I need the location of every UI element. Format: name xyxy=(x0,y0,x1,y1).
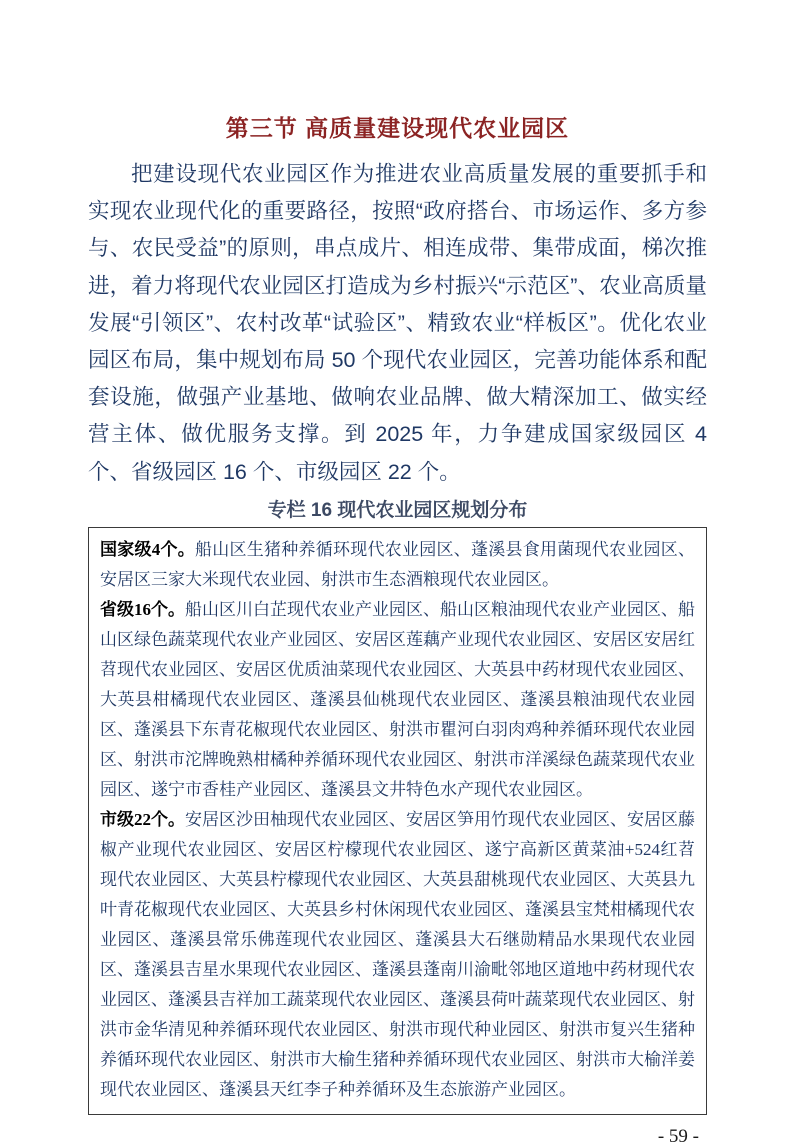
page-number: - 59 - xyxy=(657,1125,699,1147)
panel-title: 专栏 16 现代农业园区规划分布 xyxy=(267,499,528,521)
panel-entry-provincial-text: 船山区川白芷现代农业产业园区、船山区粮油现代农业产业园区、船山区绿色蔬菜现代农业产业园区、安居区莲藕产业现代农业园区、安居区安居红苕现代农业园区、安居区优质油菜现代农业园区、大英县中药材现代农业园区、大英县柑橘现代农业园区、蓬溪县仙桃现代农业园区、蓬溪县粮油现代农业园区、蓬溪县下东青花椒现代农业园区、射洪市瞿河白羽肉鸡种养循环现代农业园区、射洪市沱牌晚熟柑橘种养循环现代农业园区、射洪市洋溪绿色蔬菜现代农业园区、遂宁市香桂产业园区、蓬溪县文井特色水产现代农业园区。 xyxy=(100,599,695,799)
panel-entry-provincial xyxy=(100,595,695,805)
panel-entry-municipal xyxy=(100,805,695,1105)
document-page xyxy=(88,0,707,1148)
section-body-paragraph: 把建设现代农业园区作为推进农业高质量发展的重要抓手和实现农业现代化的重要路径，按照“政府搭台、市场运作、多方参与、农民受益”的原则，串点成片、相连成带、集带成面，梯次推进，着力将现代农业园区打造成为乡村振兴“示范区”、农业高质量发展“引领区”、农村改革“试验区”、精致农业“样板区”。优化农业园区布局，集中规划布局 50 个现代农业园区，完善功能体系和配套设施，做强产业基地、做响农业品牌、做大精深加工、做实经营主体、做优服务支撑。到 2025 年，力争建成国家级园区 4 个、省级园区 16 个、市级园区 22 个。 xyxy=(88,162,707,484)
panel-entry-municipal-lead: 市级22个。 xyxy=(100,809,185,829)
panel-entry-national xyxy=(100,535,695,595)
panel-box xyxy=(88,527,707,1115)
panel-entry-municipal-text: 安居区沙田柚现代农业园区、安居区笋用竹现代农业园区、安居区藤椒产业现代农业园区、安居区柠檬现代农业园区、遂宁高新区黄菜油+524红苕现代农业园区、大英县柠檬现代农业园区、大英县甜桃现代农业园区、大英县九叶青花椒现代农业园区、大英县乡村休闲现代农业园区、蓬溪县宝梵柑橘现代农业园区、蓬溪县常乐佛莲现代农业园区、蓬溪县大石继勋精品水果现代农业园区、蓬溪县吉星水果现代农业园区、蓬溪县蓬南川渝毗邻地区道地中药材现代农业园区、蓬溪县吉祥加工蔬菜现代农业园区、蓬溪县荷叶蔬菜现代农业园区、射洪市金华清见种养循环现代农业园区、射洪市现代种业园区、射洪市复兴生猪种养循环现代农业园区、射洪市大榆生猪种养循环现代农业园区、射洪市大榆洋姜现代农业园区、蓬溪县天红李子种养循环及生态旅游产业园区。 xyxy=(100,809,695,1099)
panel-entry-provincial-lead: 省级16个。 xyxy=(100,599,185,619)
panel-entry-national-lead: 国家级4个。 xyxy=(100,539,195,559)
section-title: 第三节 高质量建设现代农业园区 xyxy=(225,115,570,141)
panel-entry-national-text: 船山区生猪种养循环现代农业园区、蓬溪县食用菌现代农业园区、安居区三家大米现代农业园、射洪市生态酒粮现代农业园区。 xyxy=(100,539,695,589)
